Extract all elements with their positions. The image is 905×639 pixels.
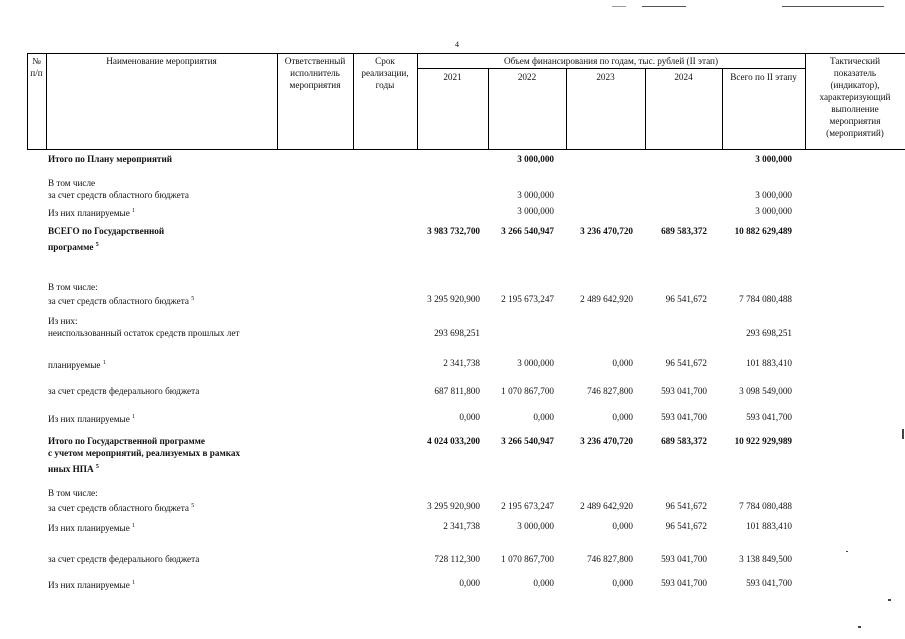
header-executor: Ответственный исполнитель мероприятия: [284, 56, 346, 90]
header-total: Всего по II этапу: [730, 72, 797, 82]
footnote-ref: 1: [132, 414, 136, 420]
cell-2022: 2 195 673,247: [501, 294, 554, 304]
cell-2024: 96 541,672: [665, 521, 707, 531]
scan-artifact-line: [782, 6, 884, 7]
footnote-ref: 5: [191, 503, 195, 509]
cell-2022: 3 000,000: [517, 154, 554, 164]
row-label-text: иных НПА: [48, 464, 94, 475]
row-label: [48, 435, 205, 447]
row-label: [48, 357, 106, 371]
cell-2022: 3 000,000: [517, 521, 554, 531]
row-label: [48, 205, 135, 219]
row-label: [48, 293, 194, 307]
cell-2024: 689 583,372: [661, 436, 707, 446]
row-label-text: В том числе: [48, 178, 96, 188]
cell-2023: 3 236 470,720: [580, 436, 633, 446]
scan-speck: [902, 429, 904, 439]
cell-2024: 96 541,672: [665, 294, 707, 304]
row-label-text: за счет средств федерального бюджета: [48, 386, 200, 396]
header-2023: 2023: [596, 72, 615, 82]
cell-2024: 593 041,700: [661, 386, 707, 396]
cell-2022: 2 195 673,247: [501, 501, 554, 511]
row-label: [48, 553, 199, 565]
footnote-ref: 1: [102, 360, 106, 366]
cell-2021: 0,000: [459, 412, 480, 422]
row-label: [48, 385, 199, 397]
footnote-ref: 1: [132, 580, 136, 586]
cell-2023: 3 236 470,720: [580, 226, 633, 236]
row-label-text: Из них планируемые: [48, 580, 130, 591]
cell-2021: 687 811,800: [434, 386, 480, 396]
cell-total: 3 000,000: [755, 154, 792, 164]
footnote-ref: 5: [191, 296, 195, 302]
cell-2022: 1 070 867,700: [501, 386, 554, 396]
cell-2024: 96 541,672: [665, 358, 707, 368]
cell-2022: 0,000: [533, 578, 554, 588]
row-label-text: программе: [48, 242, 94, 253]
row-label-text: Из них:: [48, 316, 78, 326]
cell-2022: 3 266 540,947: [501, 226, 554, 236]
cell-total: 10 882 629,489: [734, 226, 792, 236]
cell-2022: 0,000: [533, 412, 554, 422]
header-sub-border: [417, 68, 805, 69]
header-2022: 2022: [517, 72, 537, 82]
cell-2024: 593 041,700: [661, 412, 707, 422]
scan-speck: [888, 599, 891, 601]
row-label: [48, 315, 78, 327]
cell-total: 101 883,410: [746, 358, 792, 368]
cell-2021: 2 341,738: [443, 358, 480, 368]
row-label: [48, 500, 194, 514]
row-label-text: ВСЕГО по Государственной: [48, 226, 165, 236]
page-number: 4: [455, 40, 459, 49]
cell-2021: 728 112,300: [434, 554, 480, 564]
cell-total: 3 000,000: [755, 190, 792, 200]
cell-2023: 0,000: [612, 412, 633, 422]
cell-total: 7 784 080,488: [739, 501, 792, 511]
footnote-ref: 5: [95, 242, 99, 248]
row-label-text: В том числе:: [48, 282, 98, 292]
cell-2023: 746 827,800: [587, 554, 633, 564]
header-name: Наименование мероприятия: [106, 56, 217, 66]
header-bottom-border: [27, 149, 905, 150]
row-label-text: планируемые: [48, 360, 101, 371]
cell-2021: 2 341,738: [443, 521, 480, 531]
row-label: [48, 153, 172, 165]
row-label-text: за счет средств федерального бюджета: [48, 554, 200, 564]
header-2021: 2021: [443, 72, 462, 82]
cell-2023: 746 827,800: [587, 386, 633, 396]
scan-speck: [846, 551, 848, 552]
cell-total: 3 098 549,000: [739, 386, 792, 396]
cell-total: 3 000,000: [755, 206, 792, 216]
scan-artifact-line: [612, 6, 626, 7]
cell-2023: 0,000: [612, 521, 633, 531]
cell-2024: 689 583,372: [661, 226, 707, 236]
row-label: [48, 577, 135, 591]
header-num: № п/п: [30, 56, 43, 78]
row-label: [48, 225, 164, 237]
cell-total: 10 922 929,989: [734, 436, 792, 446]
cell-2022: 3 000,000: [517, 358, 554, 368]
cell-2022: 3 266 540,947: [501, 436, 554, 446]
cell-2024: 96 541,672: [665, 501, 707, 511]
footnote-ref: 1: [132, 208, 136, 214]
row-label-text: Из них планируемые: [48, 523, 130, 534]
scan-artifact-line: [642, 6, 686, 7]
cell-2024: 593 041,700: [661, 554, 707, 564]
row-label-text: за счет средств областного бюджета: [48, 190, 189, 200]
col-divider: [417, 53, 418, 150]
row-label: [48, 177, 95, 189]
row-label-text: за счет средств областного бюджета: [48, 503, 189, 514]
row-label-text: Из них планируемые: [48, 208, 130, 219]
col-divider: [46, 53, 47, 150]
header-term: Срок реализации, годы: [361, 56, 409, 90]
row-label-text: с учетом мероприятий, реализуемых в рамках: [48, 448, 241, 458]
cell-total: 3 138 849,500: [739, 554, 792, 564]
cell-2023: 0,000: [612, 358, 633, 368]
cell-2023: 0,000: [612, 578, 633, 588]
row-label-text: за счет средств областного бюджета: [48, 296, 189, 307]
cell-total: 593 041,700: [746, 412, 792, 422]
cell-2023: 2 489 642,920: [580, 501, 633, 511]
row-label-text: неиспользованный остаток средств прошлых лет: [48, 328, 240, 338]
cell-total: 7 784 080,488: [739, 294, 792, 304]
row-label: [48, 281, 98, 293]
row-label: [48, 461, 99, 475]
cell-2022: 1 070 867,700: [501, 554, 554, 564]
cell-2021: 3 983 732,700: [427, 226, 480, 236]
cell-2021: 0,000: [459, 578, 480, 588]
scan-speck: [858, 626, 861, 628]
cell-2024: 593 041,700: [661, 578, 707, 588]
cell-2022: 3 000,000: [517, 190, 554, 200]
cell-total: 593 041,700: [746, 578, 792, 588]
row-label-text: Итого по Плану мероприятий: [48, 154, 173, 164]
row-label: [48, 447, 240, 459]
row-label-text: Из них планируемые: [48, 414, 130, 425]
cell-total: 293 698,251: [746, 328, 792, 338]
header-financing: Объем финансирования по годам, тыс. рублей (II этап): [503, 56, 719, 66]
header-top-border: [27, 53, 905, 54]
header-indicator: Тактический показатель (индикатор), характеризующий выполнение мероприятия (мероприятий): [819, 56, 891, 138]
cell-2022: 3 000,000: [517, 206, 554, 216]
row-label: [48, 411, 135, 425]
row-label-text: Итого по Государственной программе: [48, 436, 205, 446]
row-label: [48, 520, 135, 534]
header-2024: 2024: [674, 72, 693, 82]
cell-2021: 3 295 920,900: [427, 294, 480, 304]
row-label: [48, 239, 99, 253]
row-label-text: В том числе:: [48, 488, 98, 498]
row-label: [48, 487, 98, 499]
cell-2021: 3 295 920,900: [427, 501, 480, 511]
row-label: [48, 189, 189, 201]
footnote-ref: 5: [95, 464, 99, 470]
cell-2023: 2 489 642,920: [580, 294, 633, 304]
cell-2021: 293 698,251: [434, 328, 480, 338]
footnote-ref: 1: [132, 523, 136, 529]
cell-total: 101 883,410: [746, 521, 792, 531]
cell-2021: 4 024 033,200: [427, 436, 480, 446]
row-label: [48, 327, 240, 339]
